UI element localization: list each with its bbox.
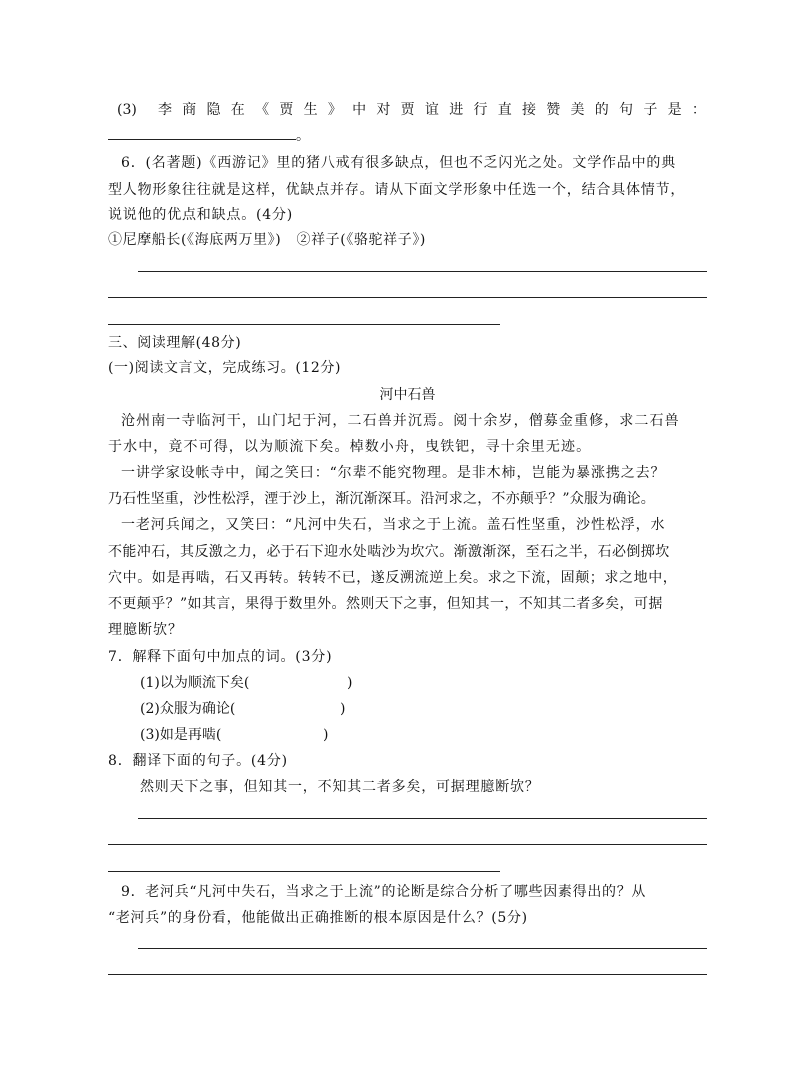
q5-3-char: 在 [230, 102, 245, 118]
q5-3-char: 接 [521, 102, 536, 118]
q6-answer-line-1[interactable] [138, 271, 707, 272]
section-3-heading: 三、阅读理解(48分) [108, 335, 242, 351]
q5-3-answer-line[interactable] [108, 139, 296, 140]
q6-answer-line-2[interactable] [108, 297, 707, 298]
q5-3-char: 句 [619, 102, 634, 118]
q6-answer-line-3[interactable] [108, 324, 500, 325]
q7-item-2-close: ) [340, 701, 346, 717]
q7-title: 7．解释下面句中加点的词。(3分) [108, 649, 333, 665]
q7-item-3 [140, 725, 221, 745]
q7-item-3-close: ) [323, 727, 329, 743]
q5-3-char: 贾 [400, 102, 415, 118]
passage-p1-line-1: 沧州南一寺临河干，山门圮于河，二石兽并沉焉。阅十余岁，僧募金重修，求二石兽 [121, 413, 680, 429]
passage-p3-line-3: 穴中。如是再啮，石又再转。转转不已，遂反溯流逆上矣。求之下流，固颠；求之地中， [108, 570, 678, 586]
passage-p2-line-1: 一讲学家设帐寺中，闻之笑曰：“尔辈不能究物理。是非木柿，岂能为暴涨携之去？ [121, 465, 666, 481]
q5-3-char: 直 [497, 102, 512, 118]
q6-line-2: 型人物形象往往就是这样，优缺点并存。请从下面文学形象中任选一个，结合具体情节， [108, 182, 686, 198]
q5-3-char: 隐 [206, 102, 221, 118]
q9-answer-line-1[interactable] [138, 948, 707, 949]
q5-3-char: 美 [570, 102, 585, 118]
q5-3-char: 行 [473, 102, 488, 118]
passage-title: 河中石兽 [379, 387, 436, 403]
q5-3-char: 贾 [279, 102, 294, 118]
passage-p3-line-1: 一老河兵闻之，又笑曰：“凡河中失石，当求之于上流。盖石性坚重，沙性松浮，水 [121, 517, 666, 533]
q5-3-char: 进 [449, 102, 464, 118]
q7-item-2 [140, 699, 235, 719]
q7-item-2-text: (2)众服为确论( [140, 701, 236, 717]
q8-answer-line-2[interactable] [108, 844, 707, 845]
q5-3-prompt [158, 100, 706, 120]
q6-line-3: 说说他的优点和缺点。(4分) [108, 207, 294, 223]
section-3-part-1: (一)阅读文言文，完成练习。(12分) [108, 360, 342, 376]
q7-item-3-text: (3)如是再啮( [140, 727, 222, 743]
q7-item-1 [140, 673, 249, 693]
passage-p3-line-4: 不更颠乎？”如其言，果得于数里外。然则天下之事，但知其一，不知其二者多矣，可据 [108, 596, 663, 612]
q5-3-period: 。 [296, 128, 310, 144]
passage-p3-line-2: 不能冲石，其反激之力，必于石下迎水处啮沙为坎穴。渐激渐深，至石之半，石必倒掷坎 [108, 544, 670, 560]
passage-p1-line-2: 于水中，竟不可得，以为顺流下矣。棹数小舟，曳铁钯，寻十余里无迹。 [108, 439, 592, 455]
q6-options: ①尼摩船长(《海底两万里》) ②祥子(《骆驼祥子》) [108, 232, 426, 248]
q5-3-char: 商 [182, 102, 197, 118]
q5-3-char: 《 [255, 102, 270, 118]
q8-sentence: 然则天下之事，但知其一，不知其二者多矣，可据理臆断欤？ [140, 779, 540, 795]
q5-3-char: 子 [643, 102, 658, 118]
q8-title: 8．翻译下面的句子。(4分) [108, 753, 288, 769]
q5-3-char: 对 [376, 102, 391, 118]
q9-answer-line-2[interactable] [108, 974, 707, 975]
passage-p2-line-2: 乃石性坚重，沙性松浮，湮于沙上，渐沉渐深耳。沿河求之，不亦颠乎？”众服为确论。 [108, 491, 655, 507]
q5-3-label: (3) [117, 102, 137, 118]
passage-p3-line-5: 理臆断欤？ [108, 622, 183, 638]
q9-line-1: 9．老河兵“凡河中失石，当求之于上流”的论断是综合分析了哪些因素得出的？从 [121, 884, 647, 900]
q9-line-2: “老河兵”的身份看，他能做出正确推断的根本原因是什么？(5分) [108, 910, 528, 926]
q5-3-char: 》 [327, 102, 342, 118]
q7-item-1-close: ) [347, 675, 353, 691]
q7-item-1-text: (1)以为顺流下矣( [140, 675, 250, 691]
q5-3-char: 李 [158, 102, 172, 118]
q5-3-char: 谊 [424, 102, 439, 118]
q5-3-char: 是 [667, 102, 682, 118]
q5-3-char: 生 [303, 102, 318, 118]
q5-3-char: 的 [594, 102, 609, 118]
q6-line-1: 6．(名著题)《西游记》里的猪八戒有很多缺点，但也不乏闪光之处。文学作品中的典 [121, 155, 677, 171]
q5-3-char: 赞 [546, 102, 561, 118]
q8-answer-line-3[interactable] [108, 871, 500, 872]
q8-answer-line-1[interactable] [138, 818, 707, 819]
q5-3-char: ： [691, 102, 706, 118]
q5-3-char: 中 [352, 102, 367, 118]
